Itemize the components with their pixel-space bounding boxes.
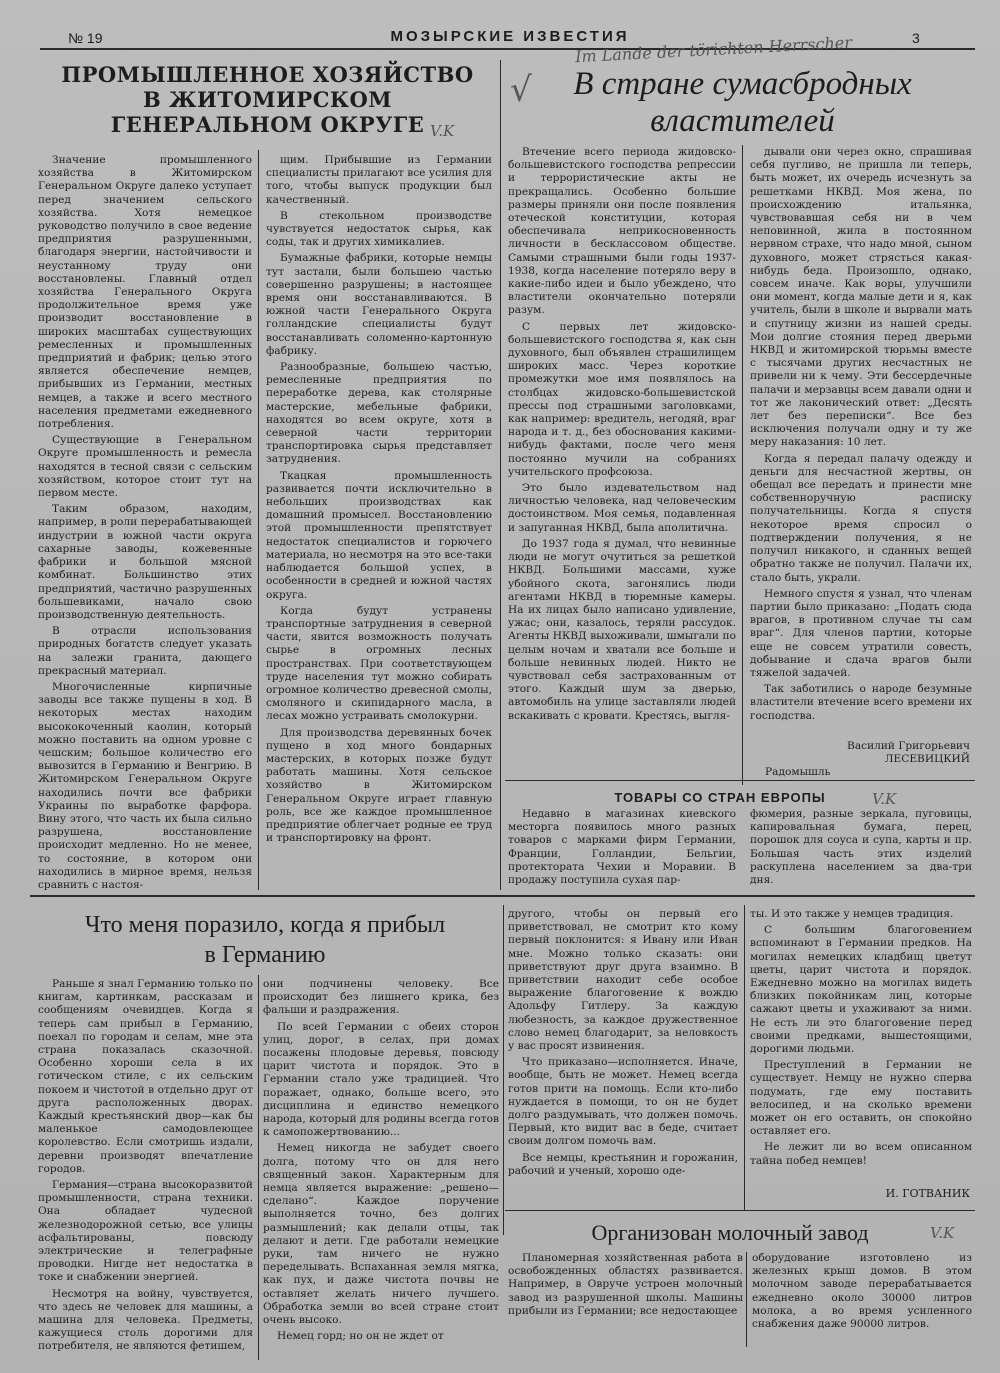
paragraph: Втечение всего периода жидовско-большевистского господства репрессии и террористические акты не прекращались. Особенно большие размеры приняли они после появления отеческой конституции, которая обеспечивала неприкосновенность личности в бесклассовом обществе. Самыми страшными были годы 1937-1938, когда население потеряло веру в какие-либо идеи и было убеждено, что властители окончательно потеряли разум. <box>508 146 736 317</box>
column-rule-3 <box>258 975 259 1360</box>
paragraph: они подчинены человеку. Все происходит без лишнего крика, без фальши и раздражения. <box>263 978 499 1017</box>
article5-column-1 <box>508 1252 743 1352</box>
column-rule-4 <box>503 905 504 1235</box>
pencil-mark: V.K <box>930 1224 955 1242</box>
article2-place: Радомышль <box>765 766 831 778</box>
paragraph: В отрасли использования природных богатств следует указать на залежи гранита, дающего прекрасный материал. <box>38 625 252 677</box>
paragraph: Несмотря на войну, чувствуется, что здесь не человек для машины, а машина для человека. Предметы, кажущиеся столь дорогими для потребителя, не являются фетишем, <box>38 1287 253 1353</box>
paragraph: Для производства деревянных бочек пущено в ход много бондарных мастерских, в которых позже будут работать машины. Хотя сельское хозяйство в Житомирском Генеральном Округе играет главную роль, все же каждое промышленное предприятие облегчает родные ее труд и транспортировку на фронт. <box>266 726 492 845</box>
pencil-mark: V.K <box>430 122 455 140</box>
article2-title <box>515 66 970 140</box>
article1-column-2 <box>266 154 492 894</box>
paragraph: Преступлений в Германии не существует. Немцу не нужно сперва подумать, где ему поставить велосипед, и на сколько времени может он его оставить, он спокойно оставляет его. <box>750 1059 972 1138</box>
article1-column-1 <box>38 154 252 894</box>
article4-column-4 <box>750 908 972 1168</box>
article4-title <box>30 910 500 970</box>
paragraph: Что приказано—исполняется. Иначе, вообще, быть не может. Немец всегда готов прити на помощь. Если кто-либо нуждается в помощи, то он не будет долго раздумывать, что должен помочь. Первый, кто видит вас в беде, считает своим долгом помочь вам. <box>508 1056 738 1148</box>
masthead: МОЗЫРСКИЕ ИЗВЕСТИЯ <box>390 28 630 45</box>
paragraph: Ткацкая промышленность развивается почти исключительно в небольших производствах как домашний промысел. Восстановлению этой промышленности препятствует недостаток специалистов и горючего материала, но несмотря на это все-таки наблюдается большой успех, в особенности в средней и южной частях округа. <box>266 469 492 601</box>
paragraph: Таким образом, находим, например, в роли перерабатывающей индустрии в южной части округа сахарные заводы, кожевенные фабрики и большой мясной комбинат. Большинство этих предприятий, частично разрушенных большевиками, начало свою производственную деятельность. <box>38 503 252 621</box>
check-mark: √ <box>510 70 532 110</box>
issue-number: № 19 <box>68 30 103 46</box>
paragraph: ты. И это также у немцев традиция. <box>750 908 954 920</box>
column-rule-2 <box>742 145 743 785</box>
article4-title-line: Что меня поразило, когда я прибыл <box>84 912 446 938</box>
article4-column-2 <box>263 978 499 1363</box>
article2-column-1 <box>508 146 736 776</box>
paragraph: С первых лет жидовско-большевистского господства я, как сын духовного, был объявлен страшилищем широких масс. Через короткие промежутки мое имя появлялось на столбцах жидовско-большевистской прессы под страшными заголовками, как например: вредитель, негодяй, враг народа и т. д., без обоснования какими-нибудь фактами, после чего меня постоянно мучили на собраниях учительского профсоюза. <box>508 320 736 478</box>
paragraph: Немец никогда не забудет своего долга, потому что он для него священный закон. Характерным для немца является выражение: „решено—сделано“. Каждое поручение выполняется точно, без долгих размышлений; как делали отцы, так делают и дети. Где работали немецкие руки, там ничего не нужно переделывать. Вспаханная земля мягка, как пух, и даже чистота почвы не оставляет желать ничего лучшего. Обработка земли во всей стране стоит очень высоко. <box>263 1142 499 1327</box>
article2-column-2 <box>750 146 972 746</box>
page-number: 3 <box>912 30 920 46</box>
section-rule <box>30 895 975 897</box>
paragraph: Бумажные фабрики, которые немцы тут застали, были большею частью совершенно разрушены; в настоящее время они восстанавливаются. В южной части Генерального Округа голландские специалисты будут восстанавливать соломенно-картонную фабрику. <box>266 252 492 357</box>
column-rule-1 <box>500 60 501 890</box>
column-rule-6 <box>746 1252 747 1347</box>
paragraph: С большим благоговением вспоминают в Германии предков. На могилах немецких кладбищ цветут цветы, царит чистота и порядок. Ежедневно можно на могилах видеть близких покойникам лиц, которые сажают цветы и ухаживают за ними. Не есть ли это благоговение перед своими предками, вышестоящими, дорогими людьми. <box>750 924 972 1056</box>
paragraph: оборудование изготовлено из железных крыш домов. В этом молочном заводе перерабатывается ежедневно около 30000 литров молока, а во время усиленного снабжения даже 90000 литров. <box>752 1252 972 1331</box>
paragraph: Так заботились о народе безумные властители втечение всего времени их господства. <box>750 683 972 722</box>
paragraph: Германия—страна высокоразвитой промышленности, страна техники. Она обладает чудесной железнодорожной сетью, все улицы асфальтированы, повсюду электрические и телеграфные проводки. Нигде нет недостатка в токе и снабжении энергией. <box>38 1179 253 1284</box>
paragraph: Немец горд; но он не ждет от <box>277 1330 444 1343</box>
paragraph: Многочисленные кирпичные заводы все также пущены в ход. В некоторых местах находим высококоченный каолин, который можно поставить на одном уровне с чешским; большое количество его вывозится в Германию и Венгрию. В Житомирском Генеральном Округе находились почти все фабрики Украины по выработке фарфора. Вину этого, что часть их была сильно разрушена, восстановление происходит медленно. Но не менее, то состояние, в котором они находились в мирное время, нельзя сравнить с настоя- <box>38 680 252 891</box>
paragraph: Значение промышленного хозяйства в Житомирском Генеральном Округе далеко уступает перед значением сельского хозяйства. Хотя немецкое руководство получило в свое ведение предприятия разрушенными, благодаря энергии, настойчивости и неустанному труду они восстановлены. Главный отдел хозяйства Генерального Округа продолжительное время уже производит восстановление в широких масштабах существующих ремесленных и промышленных предприятий и фабрик; целью этого является обеспечение немцев, прибывших из Германии, местных немцев, а также и всего местного населения предметами ежедневного потребления. <box>38 154 252 431</box>
handwritten-note: Im Lande der törichten Herrscher <box>574 32 853 67</box>
article4-title-line: в Германию <box>204 942 326 968</box>
article1-title <box>40 62 495 137</box>
article4-column-3 <box>508 908 738 1208</box>
paragraph: щим. Прибывшие из Германии специалисты прилагают все усилия для того, чтобы выпуск продукции был качественный. <box>266 154 492 206</box>
article2-author: Василий Григорьевич ЛЕСЕВИЦКИЙ <box>847 740 970 765</box>
article1-title-line: ГЕНЕРАЛЬНОМ ОКРУГЕ <box>110 112 425 137</box>
paragraph: В стекольном производстве чувствуется недостаток сырья, как соды, так и других химикалиев. <box>266 209 492 249</box>
article4-author: И. ГОТВАНИК <box>885 1187 970 1200</box>
paragraph: Когда я передал палачу одежду и деньги для несчастной жертвы, он обещал все передать и принести мне собственноручную расписку получательницы. Когда я спустя некоторое время спросил о подтверждении получения, я не получил никакого, и сданных вещей обратно также не получил. Палачи их, стало быть, украли. <box>750 452 972 584</box>
article2-title-line: властителей <box>650 103 835 139</box>
article3-column-1 <box>508 808 736 888</box>
paragraph: Разнообразные, большею частью, ремесленные предприятия по переработке дерева, как столярные мастерские, мебельные фабрики, находятся во всем округе, хотя в северной части территории транспортировка сырья представляет затруднения. <box>266 361 492 466</box>
paragraph: Когда будут устранены транспортные затруднения в северной части, явится возможность получать сырье в огромных лесных пространствах. При соответствующем труде населения тут можно собирать огромное количество древесной смолы, смоляного и скипидарного масла, в лесах можно устраивать смолокурни. <box>266 604 492 723</box>
paragraph: Недавно в магазинах киевского месторга появилось много разных товаров с марками фирм Германии, Франции, Голландии, Бельгии, протектората Чехии и Моравии. В продажу поступила сухая пар- <box>508 808 736 887</box>
pencil-mark: V.K <box>872 790 897 808</box>
paragraph: Существующие в Генеральном Округе промышленность и ремесла находятся в тесной связи с сельским хозяйством, которое стоит тут на первом месте. <box>38 434 252 500</box>
rule-article3-top <box>505 780 975 781</box>
rule-article5-top <box>505 1210 975 1211</box>
paragraph: Не лежит ли во всем описанном тайна побед немцев! <box>750 1141 972 1167</box>
paragraph: Планомерная хозяйственная работа в освобожденных областях развивается. Например, в Овруче устроен молочный завод из разрушенной школы. Машины прибыли из Германии; все недостающее <box>508 1252 743 1317</box>
paragraph: дывали они через окно, спрашивая себя пугливо, не пришла ли теперь, быть может, их очередь исчезнуть за решетками НКВД. Моя жена, по происхождению итальянка, чувствовавшая себя ни в чем неповинной, жила в постоянном нервном страхе, что надо мной, сыном духовного, может стрясться какая-нибудь беда. Произошло, однако, совсем иначе. Как воры, улучшили они момент, когда малые дети и я, как учитель, были в школе и вырвали мать и спутницу жизни из нашей среды. Мои долгие стояния перед дверьми НКВД и житомирской тюрьмы вместе с тысячами других несчастных не привели ни к чему. Эти бессердечные палачи и мерзавцы всем давали одни и тот же лаконический ответ: „Десять лет без переписки“. Все без исключения получали одну и ту же меру наказания: 10 лет. <box>750 146 972 449</box>
paragraph: До 1937 года я думал, что невинные люди не могут очутиться за решеткой НКВД. Большими массами, хуже убойного скота, загонялись люди агентами НКВД в тюремные камеры. На их лицах было написано удивление, ужас; они, казалось, теряли рассудок. Агенты НКВД выхоживали, шмыгали по целым ночам и хватали все больше и больше невинных людей. Никто не чувствовал себя застрахованным от этого. Каждый шум за дверью, автомобиль на улице заставляли людей вскакивать с кровати. Крестясь, выгля- <box>508 537 736 722</box>
article5-title: Организован молочный завод <box>591 1220 869 1245</box>
paragraph: Все немцы, крестьянин и горожанин, рабочий и ученый, хорошо оде- <box>508 1151 738 1177</box>
article3-title: ТОВАРЫ СО СТРАН ЕВРОПЫ <box>614 790 826 805</box>
article4-column-1 <box>38 978 253 1363</box>
article1-title-line: В ЖИТОМИРСКОМ <box>142 87 393 112</box>
column-rule-5 <box>744 905 745 1210</box>
paragraph: Раньше я знал Германию только по книгам, картинкам, рассказам и сообщениям очевидцев. Когда я теперь сам прибыл в Германию, поехал по городам и селам, мне эта страна показалась сказочной. Особенно хороши села в их готическом стиле, с их сельским покоем и чистотой в отдельно друг от друга расположенных дворах. Каждый крестьянский двор—как бы маленькое самодовлеющее королевство. Если смотришь издали, деревни производят впечатление городов. <box>38 978 253 1175</box>
paragraph: другого, чтобы он первый его приветствовал, не смотрит кто кому первый поклонится: я Ивану или Иван мне. Можно только сказать: они приветствуют друг друга взаимно. В приветствии находит себе особое выражение благоговение к вождю Адольфу Гитлеру. За каждую любезность, за каждое дружественное слово немец благодарит, за неловкость у вас просят извинения. <box>508 908 738 1053</box>
paragraph: фюмерия, разные зеркала, пуговицы, капировальная бумага, перец, порошок для соуса и супа, карты и пр. Большая часть этих изделий раскуплена населением за два-три дня. <box>750 808 972 887</box>
column-rule-1b <box>258 150 259 890</box>
article3-column-2 <box>750 808 972 888</box>
article1-title-line: ПРОМЫШЛЕННОЕ ХОЗЯЙСТВО <box>61 62 474 87</box>
paragraph: Это было издевательством над личностью человека, над человеческим достоинством. Моя семья, подавленная и запуганная НКВД, была аполитична. <box>508 482 736 534</box>
article5-column-2 <box>752 1252 972 1352</box>
paragraph: Немного спустя я узнал, что членам партии было приказано: „Подать сюда врагов, в противном случае ты сам враг“. Для членов партии, которые еще не совсем утратили совесть, добывание и сдача врагов были тяжелой задачей. <box>750 587 972 679</box>
article2-title-line: В стране сумасбродных <box>573 66 912 102</box>
paragraph: По всей Германии с обеих сторон улиц, дорог, в селах, при домах посажены плодовые деревья, повсюду царит чистота и порядок. Это в Германии стало уже традицией. Что поражает, однако, больше всего, это дисциплина и единство немецкого народа, который для родины всегда готов к самопожертвованию... <box>263 1020 499 1139</box>
